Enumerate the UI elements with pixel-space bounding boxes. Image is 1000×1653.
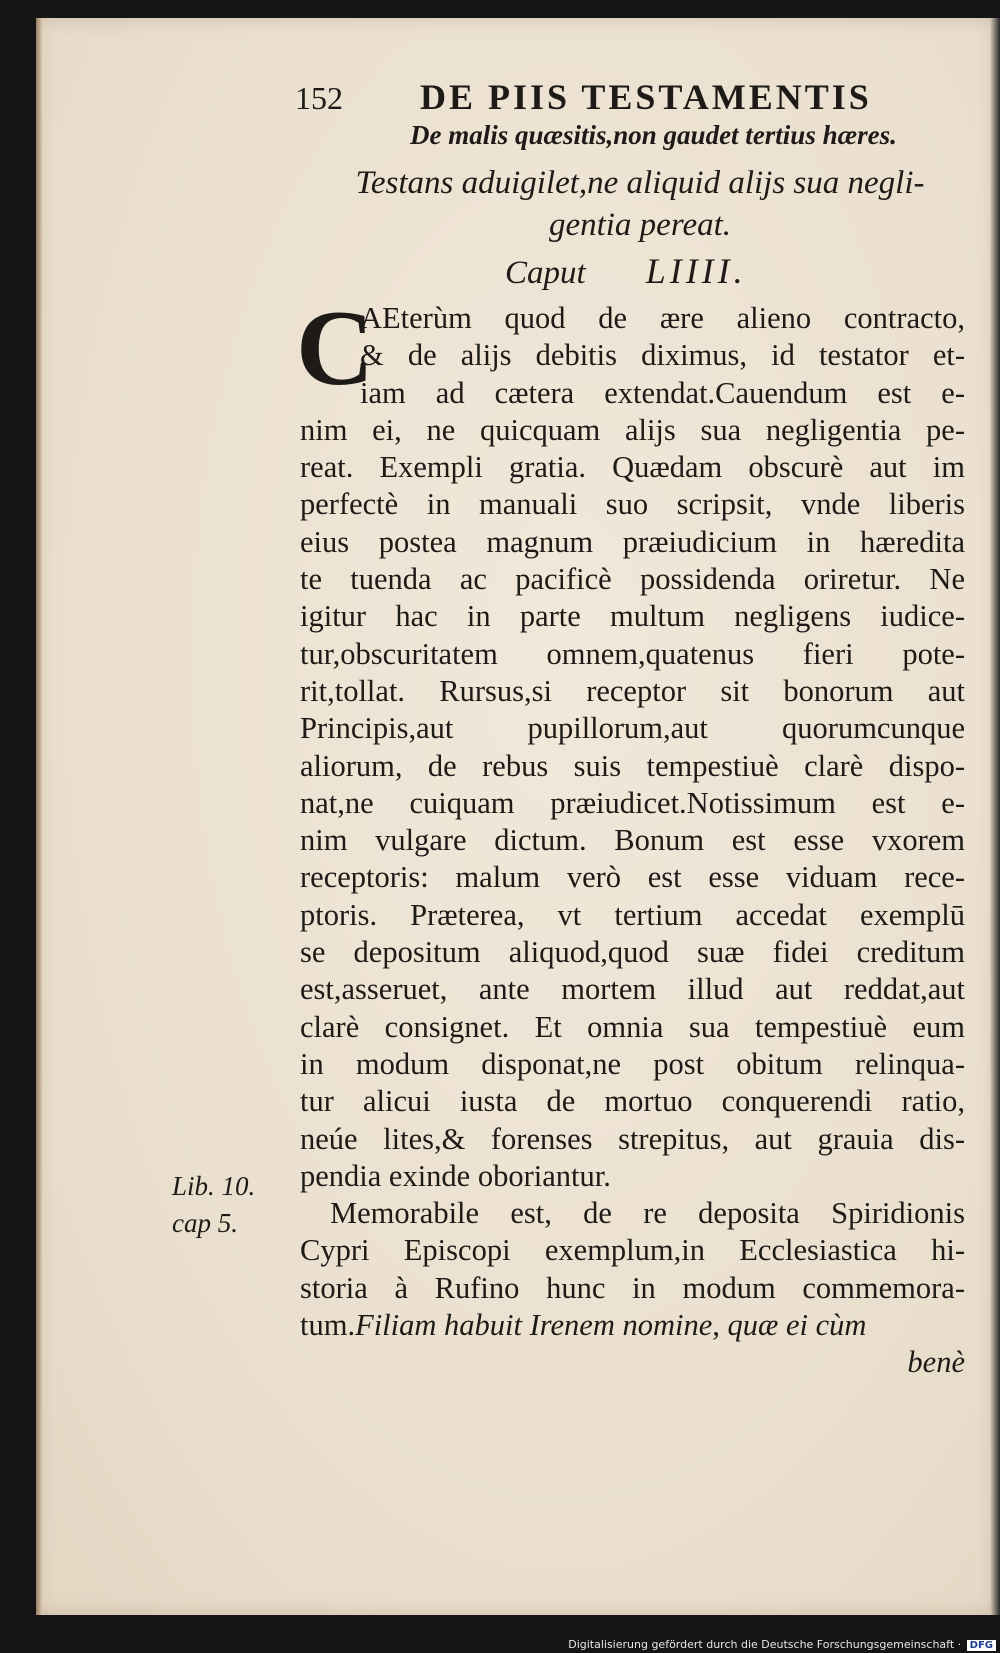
body-line-13: aliorum, de rebus suis tempestiuè clarè dispo- bbox=[300, 748, 965, 783]
chapter-title bbox=[330, 162, 950, 246]
body-line-23: neúe lites,& forenses strepitus, aut grauia dis- bbox=[300, 1121, 965, 1156]
chapter-number bbox=[505, 250, 747, 292]
body-line-18: se depositum aliquod,quod suæ fidei creditum bbox=[300, 935, 965, 970]
body-line-16: receptoris: malum verò est esse viduam rece- bbox=[300, 860, 965, 895]
body-line-21: in modum disponat,ne post obitum relinqua- bbox=[300, 1046, 965, 1081]
body-line-28-roman: tum. bbox=[300, 1308, 356, 1343]
page-right-edge bbox=[990, 18, 1000, 1615]
body-line-12: Principis,aut pupillorum,aut quorumcunque bbox=[300, 711, 965, 746]
body-line-5: reat. Exempli gratia. Quædam obscurè aut im bbox=[300, 450, 965, 485]
chapter-roman: LIIII. bbox=[645, 251, 747, 291]
catchword: benè bbox=[907, 1345, 965, 1380]
body-line-19: est,asseruet, ante mortem illud aut reddat,aut bbox=[300, 972, 965, 1007]
body-line-22: tur alicui iusta de mortuo conquerendi ratio, bbox=[300, 1084, 965, 1119]
body-line-8: te tuenda ac pacificè possidenda oriretur. Ne bbox=[300, 562, 965, 597]
chapter-label: Caput bbox=[505, 255, 586, 291]
page-number: 152 bbox=[295, 80, 343, 116]
body-line-17: ptoris. Præterea, vt tertium accedat exemplū bbox=[300, 897, 965, 932]
digitization-credit-text: Digitalisierung gefördert durch die Deutsche Forschungsgemeinschaft bbox=[568, 1638, 955, 1651]
body-line-9: igitur hac in parte multum negligens iudice- bbox=[300, 599, 965, 634]
body-line-15: nim vulgare dictum. Bonum est esse vxorem bbox=[300, 823, 965, 858]
body-line-26: Cypri Episcopi exemplum,in Ecclesiastica hi- bbox=[300, 1233, 965, 1268]
chapter-title-line-1: Testans aduigilet,ne aliquid alijs sua negli- bbox=[355, 165, 925, 201]
page-binding-edge bbox=[36, 18, 42, 1615]
body-line-28-italic: Filiam habuit Irenem nomine, quæ ei cùm bbox=[355, 1308, 867, 1343]
margin-note-chapter: cap 5. bbox=[172, 1208, 238, 1238]
body-line-3: iam ad cætera extendat.Cauendum est e- bbox=[360, 375, 965, 410]
body-line-20: clarè consignet. Et omnia sua tempestiuè eum bbox=[300, 1009, 965, 1044]
body-line-14: nat,ne cuiquam præiudicet.Notissimum est e- bbox=[300, 785, 965, 820]
margin-note-book: Lib. 10. bbox=[172, 1171, 256, 1201]
body-line-11: rit,tollat. Rursus,si receptor sit bonorum aut bbox=[300, 673, 965, 708]
running-subtitle: De malis quæsitis,non gaudet tertius hæres. bbox=[410, 120, 897, 150]
body-text bbox=[300, 300, 965, 1382]
body-line-25: Memorabile est, de re deposita Spiridionis bbox=[330, 1196, 965, 1231]
drop-cap: C bbox=[296, 289, 374, 408]
body-line-27: storia à Rufino hunc in modum commemora- bbox=[300, 1270, 965, 1305]
body-line-10: tur,obscuritatem omnem,quatenus fieri pote- bbox=[300, 636, 965, 671]
running-title: DE PIIS TESTAMENTIS bbox=[420, 77, 872, 117]
body-line-7: eius postea magnum præiudicium in hæredita bbox=[300, 524, 965, 559]
body-line-6: perfectè in manuali suo scripsit, vnde liberis bbox=[300, 487, 965, 522]
body-line-24: pendia exinde oboriantur. bbox=[300, 1158, 611, 1193]
body-line-4: nim ei, ne quicquam alijs sua negligentia pe- bbox=[300, 412, 965, 447]
dfg-logo: DFG bbox=[967, 1640, 996, 1651]
chapter-title-line-2: gentia pereat. bbox=[548, 207, 732, 243]
body-line-1: AEterùm quod de ære alieno contracto, bbox=[360, 301, 965, 335]
body-line-2: & de alijs debitis diximus, id testator et- bbox=[360, 338, 965, 373]
digitization-credit: Digitalisierung gefördert durch die Deutsche Forschungsgemeinschaft · DFG bbox=[568, 1638, 996, 1651]
body-line-28 bbox=[300, 1307, 965, 1344]
